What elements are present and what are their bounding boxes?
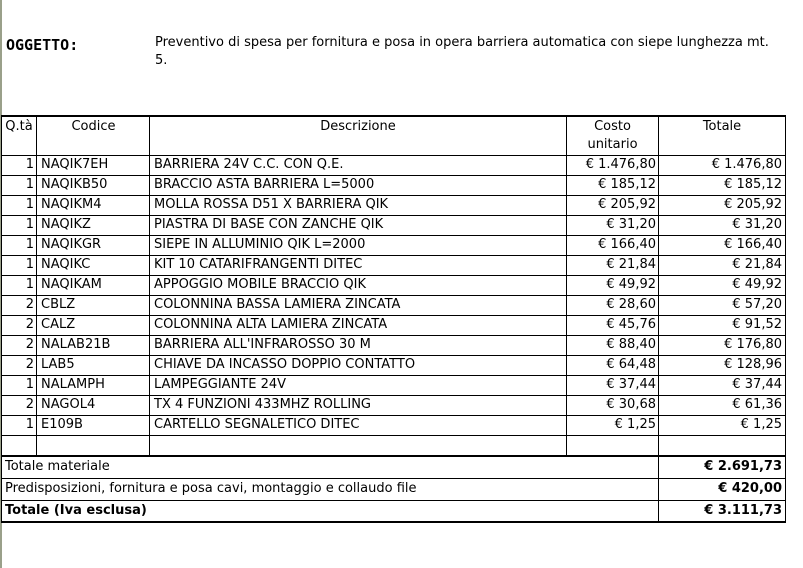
- column-separator: [149, 115, 150, 456]
- table-bottom-border: [1, 521, 785, 523]
- cell-description: CHIAVE DA INCASSO DOPPIO CONTATTO: [154, 357, 416, 372]
- cell-qty: 1: [25, 257, 34, 272]
- summary-separator: [1, 500, 785, 501]
- cell-code: NALAB21B: [41, 337, 111, 352]
- cell-total: € 49,92: [732, 277, 782, 292]
- row-separator: [1, 315, 785, 316]
- row-separator: [1, 175, 785, 176]
- cell-unit-cost: € 21,84: [606, 257, 656, 272]
- cell-description: APPOGGIO MOBILE BRACCIO QIK: [154, 277, 366, 292]
- cell-qty: 1: [25, 417, 34, 432]
- cell-unit-cost: € 205,92: [598, 197, 656, 212]
- cell-total: € 185,12: [724, 177, 782, 192]
- cell-total: € 128,96: [724, 357, 782, 372]
- cell-description: SIEPE IN ALLUMINIO QIK L=2000: [154, 237, 366, 252]
- cell-qty: 2: [25, 357, 34, 372]
- cell-unit-cost: € 49,92: [606, 277, 656, 292]
- cell-unit-cost: € 88,40: [606, 337, 656, 352]
- cell-qty: 2: [25, 397, 34, 412]
- header-qty: Q.tà: [5, 119, 33, 134]
- cell-description: BARRIERA 24V C.C. CON Q.E.: [154, 157, 344, 172]
- row-separator: [1, 195, 785, 196]
- column-separator: [566, 115, 567, 456]
- cell-total: € 205,92: [724, 197, 782, 212]
- cell-code: CBLZ: [41, 297, 76, 312]
- row-separator: [1, 215, 785, 216]
- cell-unit-cost: € 28,60: [606, 297, 656, 312]
- cell-description: TX 4 FUNZIONI 433MHZ ROLLING: [154, 397, 371, 412]
- cell-qty: 1: [25, 277, 34, 292]
- cell-code: LAB5: [41, 357, 75, 372]
- cell-qty: 2: [25, 297, 34, 312]
- row-separator: [1, 375, 785, 376]
- cell-qty: 1: [25, 217, 34, 232]
- cell-total: € 57,20: [732, 297, 782, 312]
- summary-material-label: Totale materiale: [5, 459, 110, 474]
- row-separator: [1, 415, 785, 416]
- table-left-border: [1, 115, 2, 523]
- cell-description: COLONNINA ALTA LAMIERA ZINCATA: [154, 317, 388, 332]
- cell-total: € 1,25: [740, 417, 782, 432]
- row-separator: [1, 355, 785, 356]
- cell-description: CARTELLO SEGNALETICO DITEC: [154, 417, 360, 432]
- cell-total: € 91,52: [732, 317, 782, 332]
- cell-total: € 31,20: [732, 217, 782, 232]
- cell-unit-cost: € 31,20: [606, 217, 656, 232]
- cell-code: NAQIKM4: [41, 197, 102, 212]
- cell-unit-cost: € 45,76: [606, 317, 656, 332]
- column-separator: [658, 115, 659, 456]
- cell-total: € 21,84: [732, 257, 782, 272]
- row-separator: [1, 395, 785, 396]
- cell-code: NAGOL4: [41, 397, 96, 412]
- cell-description: KIT 10 CATARIFRANGENTI DITEC: [154, 257, 363, 272]
- summary-total-value: € 3.111,73: [704, 503, 782, 518]
- cell-total: € 61,36: [732, 397, 782, 412]
- cell-unit-cost: € 1,25: [614, 417, 656, 432]
- cell-code: CALZ: [41, 317, 76, 332]
- cell-qty: 2: [25, 317, 34, 332]
- header-description: Descrizione: [320, 119, 396, 134]
- cell-code: NAQIKC: [41, 257, 91, 272]
- subject-label: OGGETTO:: [6, 36, 79, 54]
- cell-qty: 1: [25, 237, 34, 252]
- cell-qty: 1: [25, 177, 34, 192]
- header-total: Totale: [702, 119, 742, 134]
- row-separator: [1, 335, 785, 336]
- cell-qty: 1: [25, 197, 34, 212]
- summary-services-label: Predisposizioni, fornitura e posa cavi, montaggio e collaudo file: [5, 481, 417, 496]
- cell-unit-cost: € 185,12: [598, 177, 656, 192]
- cell-description: BRACCIO ASTA BARRIERA L=5000: [154, 177, 375, 192]
- cell-qty: 1: [25, 377, 34, 392]
- row-separator: [1, 255, 785, 256]
- summary-separator: [1, 478, 785, 479]
- cell-total: € 1.476,80: [711, 157, 782, 172]
- cell-unit-cost: € 30,68: [606, 397, 656, 412]
- summary-column-separator: [658, 456, 659, 522]
- summary-services-value: € 420,00: [718, 481, 782, 496]
- cell-code: NAQIKZ: [41, 217, 91, 232]
- row-separator: [1, 295, 785, 296]
- cell-description: COLONNINA BASSA LAMIERA ZINCATA: [154, 297, 401, 312]
- cell-code: E109B: [41, 417, 83, 432]
- cell-code: NAQIKGR: [41, 237, 102, 252]
- cell-description: LAMPEGGIANTE 24V: [154, 377, 287, 392]
- summary-top-border: [1, 456, 785, 457]
- cell-description: PIASTRA DI BASE CON ZANCHE QIK: [154, 217, 384, 232]
- cell-unit-cost: € 1.476,80: [585, 157, 656, 172]
- header-code: Codice: [71, 119, 116, 134]
- table-right-border: [785, 115, 786, 523]
- cell-unit-cost: € 37,44: [606, 377, 656, 392]
- header-unit-cost: Costo unitario: [587, 119, 638, 152]
- cell-unit-cost: € 166,40: [598, 237, 656, 252]
- table-top-border: [1, 115, 785, 117]
- cell-code: NAQIKAM: [41, 277, 102, 292]
- row-separator: [1, 435, 785, 436]
- cell-total: € 176,80: [724, 337, 782, 352]
- column-separator: [36, 115, 37, 456]
- row-separator: [1, 275, 785, 276]
- row-separator: [1, 235, 785, 236]
- subject-text: Preventivo di spesa per fornitura e posa in opera barriera automatica con siepe lunghezza mt. 5.: [155, 35, 769, 68]
- cell-description: BARRIERA ALL'INFRAROSSO 30 M: [154, 337, 371, 352]
- cell-total: € 37,44: [732, 377, 782, 392]
- cell-description: MOLLA ROSSA D51 X BARRIERA QIK: [154, 197, 389, 212]
- summary-material-value: € 2.691,73: [704, 459, 782, 474]
- cell-total: € 166,40: [724, 237, 782, 252]
- header-bottom-border: [1, 155, 785, 156]
- cell-code: NAQIK7EH: [41, 157, 109, 172]
- cell-qty: 1: [25, 157, 34, 172]
- cell-qty: 2: [25, 337, 34, 352]
- cell-code: NAQIKB50: [41, 177, 108, 192]
- cell-unit-cost: € 64,48: [606, 357, 656, 372]
- summary-total-label: Totale (Iva esclusa): [5, 503, 147, 518]
- cell-code: NALAMPH: [41, 377, 105, 392]
